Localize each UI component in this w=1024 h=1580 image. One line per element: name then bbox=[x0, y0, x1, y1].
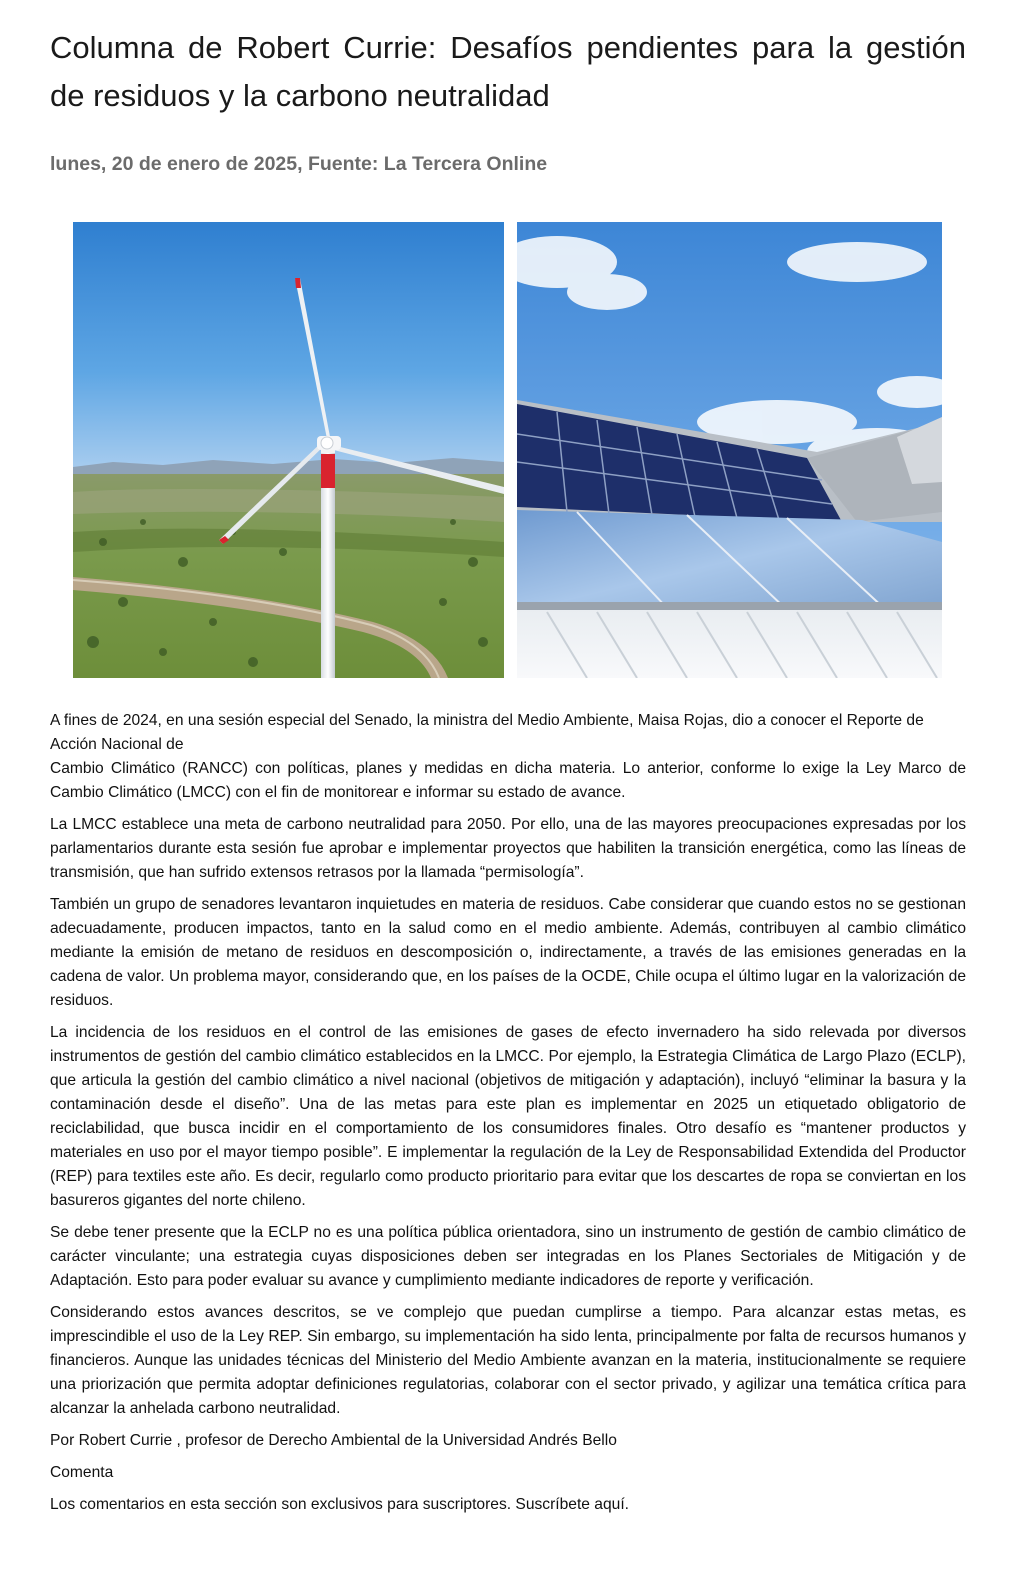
paragraph-4: La incidencia de los residuos en el control de las emisiones de gases de efecto invernadero ha sido relevada por diversos instrumentos de gestión del cambio climático establecidos en la LMCC. Por ejemplo, la Estrategia Climática de Largo Plazo (ECLP), que articula la gestión del cambio climático a nivel nacional (objetivos de mitigación y adaptación), incluyó “eliminar la basura y la contaminación desde el diseño”. Una de las metas para este plan es implementar en 2025 un etiquetado obligatorio de reciclabilidad, que busca incidir en el comportamiento de los consumidores finales. Otro desafío es “mantener productos y materiales en uso por el mayor tiempo posible”. E implementar la regulación de la Ley de Responsabilidad Extendida del Productor (REP) para textiles este año. Es decir, regularlo como producto prioritario para evitar que los descartes de ropa se conviertan en los basureros gigantes del norte chileno. bbox=[50, 1024, 966, 1209]
paragraph-3: También un grupo de senadores levantaron inquietudes en materia de residuos. Cabe considerar que cuando estos no se gestionan adecuadamente, producen impactos, tanto en la salud como en el medio ambiente. Además, contribuyen al cambio climático mediante la emisión de metano de residuos en descomposición o, indirectamente, a través de las emisiones generadas en la cadena de valor. Un problema mayor, considerando que, en los países de la OCDE, Chile ocupa el último lugar en la valorización de residuos. bbox=[50, 896, 966, 1009]
article-date-source: lunes, 20 de enero de 2025, Fuente: La Tercera Online bbox=[50, 153, 548, 175]
solar-panels-photo bbox=[517, 222, 942, 678]
article-title: Columna de Robert Currie: Desafíos pendientes para la gestión de residuos y la carbono neutralidad bbox=[50, 30, 966, 113]
comment-label: Comenta bbox=[50, 1464, 114, 1481]
wind-turbine-photo bbox=[73, 222, 504, 678]
paragraph-1-line-2: Cambio Climático (RANCC) con políticas, planes y medidas en dicha materia. Lo anterior, conforme lo exige la Ley Marco de Cambio Climático (LMCC) con el fin de monitorear e informar su estado de avance. bbox=[50, 760, 966, 801]
article-body bbox=[50, 709, 966, 1525]
subscribers-note[interactable]: Los comentarios en esta sección son exclusivos para suscriptores. Suscríbete aquí. bbox=[50, 1496, 629, 1513]
paragraph-2: La LMCC establece una meta de carbono neutralidad para 2050. Por ello, una de las mayores preocupaciones expresadas por los parlamentarios durante esta sesión fue aprobar e implementar proyectos que habiliten la transición energética, como las líneas de transmisión, que han sufrido extensos retrasos por la llamada “permisología”. bbox=[50, 816, 966, 881]
paragraph-1-line-1: A fines de 2024, en una sesión especial del Senado, la ministra del Medio Ambiente, Maisa Rojas, dio a conocer el Reporte de Acción Nacional de bbox=[50, 712, 924, 753]
author-line: Por Robert Currie , profesor de Derecho Ambiental de la Universidad Andrés Bello bbox=[50, 1432, 617, 1449]
paragraph-6: Considerando estos avances descritos, se ve complejo que puedan cumplirse a tiempo. Para alcanzar estas metas, es imprescindible el uso de la Ley REP. Sin embargo, su implementación ha sido lenta, principalmente por falta de recursos humanos y financieros. Aunque las unidades técnicas del Ministerio del Medio Ambiente avanzan en la materia, institucionalmente se requiere una priorización que permita adoptar definiciones regulatorias, colaborar con el sector privado, y agilizar una temática crítica para alcanzar la anhelada carbono neutralidad. bbox=[50, 1304, 966, 1417]
paragraph-5: Se debe tener presente que la ECLP no es una política pública orientadora, sino un instrumento de gestión de cambio climático de carácter vinculante; una estrategia cuyas disposiciones deben ser integradas en los Planes Sectoriales de Mitigación y de Adaptación. Esto para poder evaluar su avance y cumplimiento mediante indicadores de reporte y verificación. bbox=[50, 1224, 966, 1289]
